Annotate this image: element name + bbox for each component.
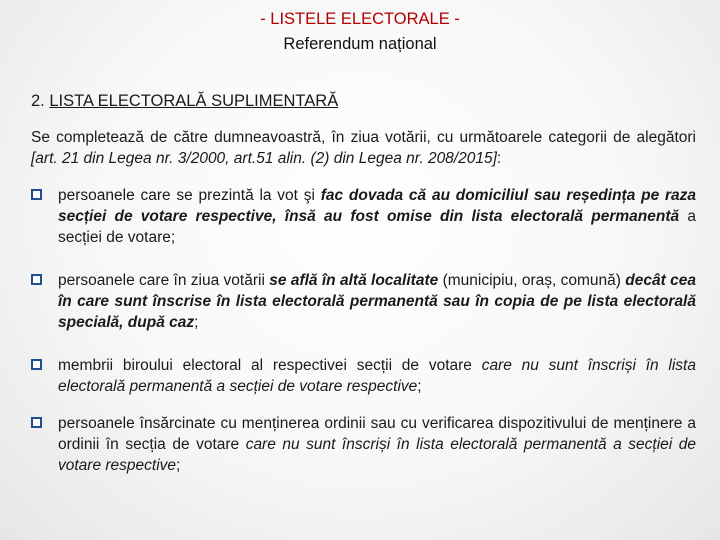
item-text-plain: persoanele însărcinate cu menținerea ordinii sau cu verificarea dispozitivului de menținere a ordinii în secția de votare xyxy=(58,415,696,453)
item-text-plain: a secției de votare; xyxy=(58,208,696,246)
list-item-text xyxy=(58,413,696,476)
section-number: 2. xyxy=(31,92,45,110)
item-text-plain: (municipiu, oraș, comună) xyxy=(438,272,626,289)
checkbox-bullet-icon xyxy=(31,359,42,370)
checkbox-bullet-icon xyxy=(31,417,42,428)
list-item-text xyxy=(58,270,696,333)
intro-end: : xyxy=(496,150,502,167)
list-item-text xyxy=(58,185,696,248)
page-subtitle: Referendum național xyxy=(283,35,437,53)
item-text-emphasis: decât cea în care sunt înscrise în lista electorală permanentă sau în copia de pe lista electorală specială, după caz xyxy=(58,272,696,331)
checkbox-bullet-icon xyxy=(31,274,42,285)
list-item xyxy=(31,355,696,397)
item-text-emphasis: fac dovada că au domiciliul sau reședința pe raza secției de votare respective, însă au fost omise din lista electorală permanentă xyxy=(58,187,696,225)
item-text-plain: persoanele care în ziua votării xyxy=(58,272,270,289)
item-text-plain: ; xyxy=(417,378,422,395)
list-item xyxy=(31,185,696,248)
item-text-plain: persoanele care se prezintă la vot şi xyxy=(58,187,321,204)
item-text-plain: ; xyxy=(194,314,199,331)
legal-reference: [art. 21 din Legea nr. 3/2000, art.51 alin. (2) din Legea nr. 208/2015] xyxy=(31,150,497,167)
item-text-emphasis: care nu sunt înscriși în lista electorală permanentă a secției de votare respective xyxy=(58,436,696,474)
checkbox-bullet-icon xyxy=(31,189,42,200)
section-title: LISTA ELECTORALĂ SUPLIMENTARĂ xyxy=(49,92,339,110)
list-item xyxy=(31,270,696,333)
item-text-plain: membrii biroului electoral al respectivei secții de votare xyxy=(58,357,482,374)
section-heading xyxy=(31,90,338,112)
item-text-plain: ; xyxy=(176,457,181,474)
item-text-emphasis: care nu sunt înscriși în lista electorală permanentă a secției de votare respective xyxy=(58,357,696,395)
item-text-emphasis: se află în altă localitate xyxy=(269,272,439,289)
intro-paragraph xyxy=(31,127,696,169)
page-title: - LISTELE ELECTORALE - xyxy=(260,10,460,28)
list-item-text xyxy=(58,355,696,397)
intro-text: Se completează de către dumneavoastră, în ziua votării, cu următoarele categorii de alegători xyxy=(31,129,696,146)
list-item xyxy=(31,413,696,476)
